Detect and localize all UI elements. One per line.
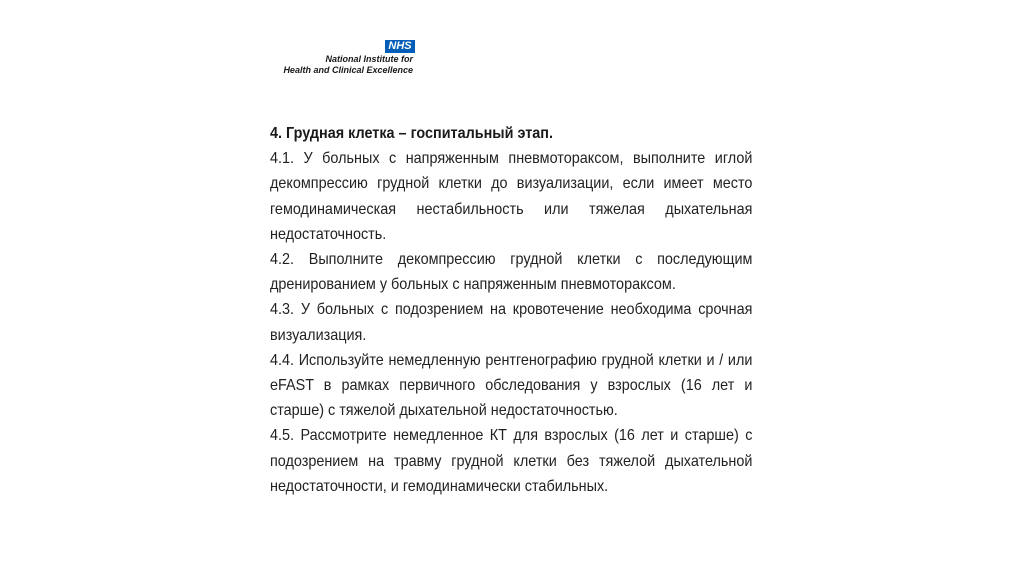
logo-line-2: Health and Clinical Excellence [283, 65, 413, 75]
paragraph-4-2: 4.2. Выполните декомпрессию грудной клетки с последующим дренированием у больных с напряженным пневмотораксом. [270, 251, 753, 294]
paragraph-4-4: 4.4. Используйте немедленную рентгенографию грудной клетки и / или eFAST в рамках первичного обследования у взрослых (16 лет и старше) с тяжелой дыхательной недостаточностью. [270, 351, 753, 420]
nhs-badge: NHS [385, 40, 415, 53]
section-heading: 4. Грудная клетка – госпитальный этап. [270, 125, 553, 142]
paragraph-4-3: 4.3. У больных с подозрением на кровотечение необходима срочная визуализация. [270, 301, 753, 344]
nice-logo [272, 40, 417, 80]
logo-line-1: National Institute for [325, 54, 413, 64]
slide-content [270, 121, 752, 499]
paragraph-4-5: 4.5. Рассмотрите немедленное КТ для взрослых (16 лет и старше) с подозрением на травму грудной клетки без тяжелой дыхательной недостаточности, и гемодинамически стабильных. [270, 427, 753, 495]
paragraph-4-1: 4.1. У больных с напряженным пневмотораксом, выполните иглой декомпрессию грудной клетки до визуализации, если имеет место гемодинамическая нестабильность или тяжелая дыхательная недостаточность. [270, 150, 753, 243]
